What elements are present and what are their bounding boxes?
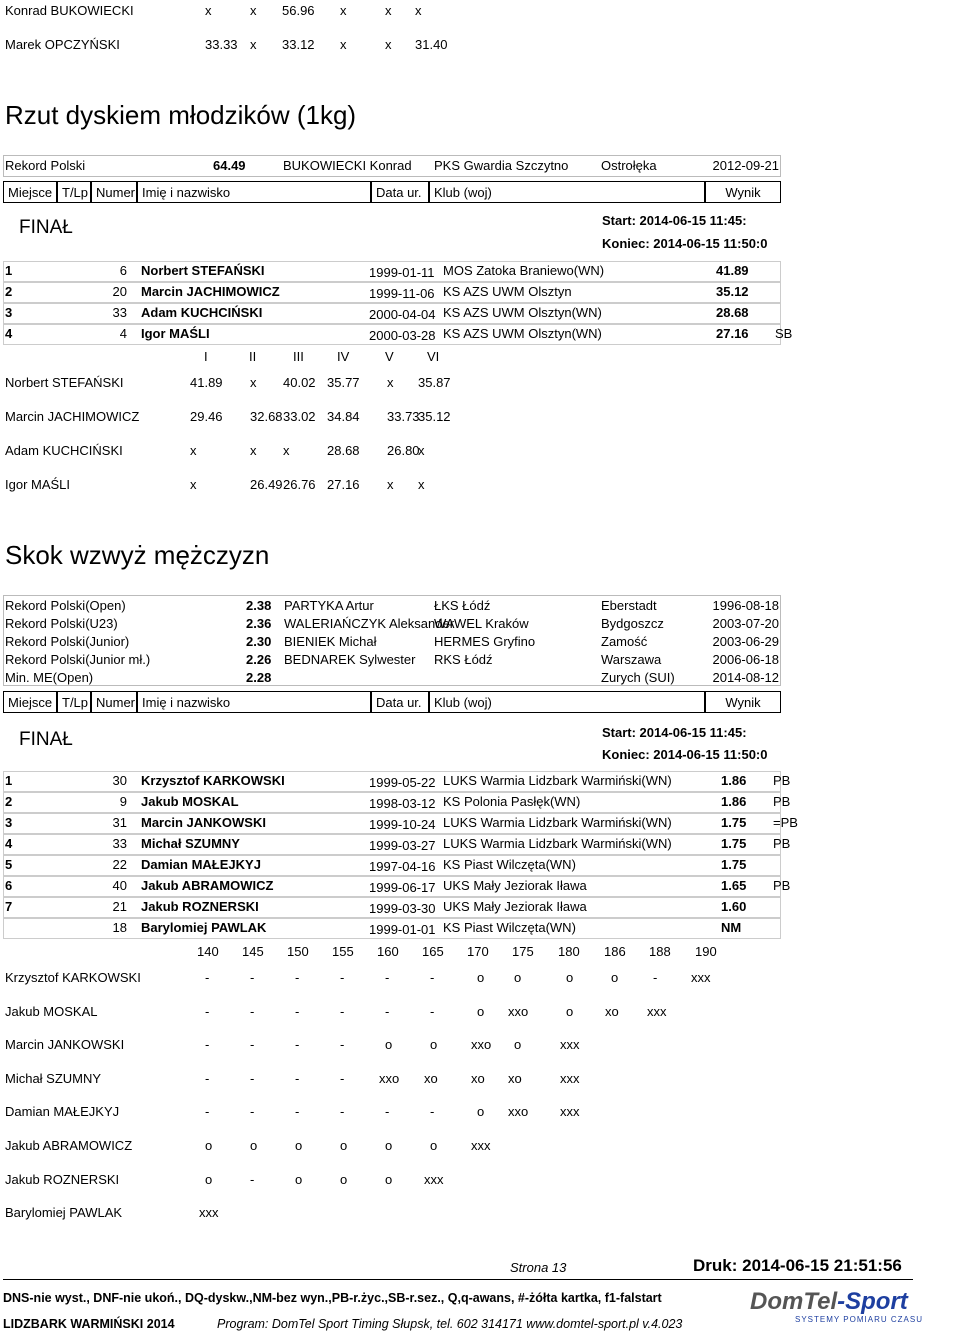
record-holder: WALERIAŃCZYK Aleksander: [284, 616, 455, 631]
series-attempt: o: [295, 1172, 303, 1187]
height-header: 186: [604, 944, 626, 959]
result-value: 1.86: [721, 794, 747, 809]
result-position: 6: [5, 878, 13, 893]
result-position: 7: [5, 899, 13, 914]
attempt-roman-header: VI: [427, 349, 440, 364]
series-attempt: -: [385, 1104, 390, 1119]
series-attempt: xxo: [471, 1037, 492, 1052]
result-club: LUKS Warmia Lidzbark Warmiński(WN): [443, 815, 672, 830]
series-attempt: -: [250, 1172, 255, 1187]
series-attempt: o: [430, 1037, 438, 1052]
result-value: 1.65: [721, 878, 747, 893]
final-label: FINAŁ: [19, 217, 73, 238]
city: LIDZBARK WARMIŃSKI 2014: [3, 1317, 175, 1331]
header-place: Miejsce: [3, 181, 57, 203]
header-tlp: T/Lp: [57, 691, 91, 713]
attempt-roman-header: V: [385, 349, 394, 364]
series-attempt: o: [477, 970, 485, 985]
record-holder: PARTYKA Artur: [284, 598, 374, 613]
result-value: 27.16: [716, 326, 749, 341]
prev-athlete-name: Konrad BUKOWIECKI: [5, 3, 134, 18]
height-header: 150: [287, 944, 309, 959]
series-attempt: -: [653, 970, 658, 985]
header-tlp: T/Lp: [57, 181, 91, 203]
result-number: 22: [112, 857, 127, 872]
logo-subtitle: SYSTEMY POMIARU CZASU: [795, 1315, 923, 1324]
series-attempt: -: [295, 1004, 300, 1019]
height-header: 140: [197, 944, 219, 959]
prev-attempt: x: [385, 37, 392, 52]
result-value: 1.86: [721, 773, 747, 788]
series-attempt: x: [190, 443, 197, 458]
record-label: Rekord Polski(Junior): [5, 634, 130, 649]
print-date: Druk: 2014-06-15 21:51:56: [693, 1256, 902, 1275]
header-result: Wynik: [705, 181, 781, 203]
result-name: Igor MAŚLI: [141, 326, 210, 341]
series-attempt: -: [205, 1071, 210, 1086]
result-dob: 1999-03-27: [369, 838, 436, 853]
record-label: Min. ME(Open): [5, 670, 94, 685]
series-athlete-name: Norbert STEFAŃSKI: [5, 375, 124, 390]
result-name: Jakub MOSKAL: [141, 794, 239, 809]
result-club: LUKS Warmia Lidzbark Warmiński(WN): [443, 836, 672, 851]
prev-attempt: x: [385, 3, 392, 18]
series-attempt: -: [340, 1104, 345, 1119]
series-attempt: -: [295, 1104, 300, 1119]
series-attempt: o: [514, 970, 522, 985]
series-attempt: 34.84: [327, 409, 360, 424]
series-attempt: -: [385, 1004, 390, 1019]
series-attempt: 40.02: [283, 375, 316, 390]
result-dob: 2000-04-04: [369, 307, 436, 322]
series-attempt: xxx: [199, 1205, 219, 1220]
series-attempt: x: [387, 477, 394, 492]
result-club: UKS Mały Jeziorak Iława: [443, 878, 587, 893]
result-value: 1.75: [721, 815, 747, 830]
series-attempt: x: [250, 443, 257, 458]
series-athlete-name: Barylomiej PAWLAK: [5, 1205, 123, 1220]
series-attempt: -: [250, 970, 255, 985]
result-note: PB: [773, 794, 791, 809]
discus-title: Rzut dyskiem młodzików (1kg): [5, 100, 357, 130]
series-attempt: -: [205, 970, 210, 985]
result-club: KS Piast Wilczęta(WN): [443, 920, 576, 935]
record-date: 2006-06-18: [712, 652, 779, 667]
prev-attempt: x: [205, 3, 212, 18]
result-value: 1.60: [721, 899, 747, 914]
result-name: Jakub ABRAMOWICZ: [141, 878, 274, 893]
result-club: KS Piast Wilczęta(WN): [443, 857, 576, 872]
result-note: SB: [775, 326, 793, 341]
series-athlete-name: Marcin JACHIMOWICZ: [5, 409, 140, 424]
record-date: 2012-09-21: [712, 158, 779, 173]
series-attempt: x: [418, 443, 425, 458]
series-attempt: x: [283, 443, 290, 458]
record-club: HERMES Gryfino: [434, 634, 536, 649]
record-place: Warszawa: [601, 652, 662, 667]
series-attempt: xxo: [508, 1004, 529, 1019]
series-attempt: xo: [605, 1004, 619, 1019]
result-number: 33: [112, 305, 127, 320]
series-attempt: o: [295, 1138, 303, 1153]
start-time: Start: 2014-06-15 11:45:: [602, 725, 747, 740]
result-dob: 1999-05-22: [369, 775, 436, 790]
record-value: 64.49: [213, 158, 246, 173]
result-note: PB: [773, 878, 791, 893]
logo-domtel-text: DomTel: [750, 1288, 838, 1315]
series-attempt: o: [477, 1004, 485, 1019]
end-time: Koniec: 2014-06-15 11:50:0: [602, 236, 768, 251]
result-name: Damian MAŁEJKYJ: [141, 857, 261, 872]
series-attempt: xxx: [647, 1004, 667, 1019]
series-attempt: o: [430, 1138, 438, 1153]
result-position: 1: [5, 263, 13, 278]
page-number: Strona 13: [510, 1260, 567, 1275]
series-attempt: 29.46: [190, 409, 223, 424]
series-attempt: -: [340, 1071, 345, 1086]
attempt-roman-header: II: [249, 349, 257, 364]
height-header: 145: [242, 944, 264, 959]
end-time: Koniec: 2014-06-15 11:50:0: [602, 747, 768, 762]
result-club: LUKS Warmia Lidzbark Warmiński(WN): [443, 773, 672, 788]
series-athlete-name: Jakub ROZNERSKI: [5, 1172, 120, 1187]
result-note: PB: [773, 773, 791, 788]
result-club: KS AZS UWM Olsztyn: [443, 284, 572, 299]
series-attempt: xxx: [560, 1104, 580, 1119]
record-place: Zurych (SUI): [601, 670, 675, 685]
series-attempt: -: [250, 1004, 255, 1019]
series-attempt: o: [385, 1037, 393, 1052]
series-attempt: o: [340, 1172, 348, 1187]
series-attempt: x: [387, 375, 394, 390]
attempt-roman-header: IV: [337, 349, 350, 364]
result-value: NM: [721, 920, 742, 935]
header-name: Imię i nazwisko: [137, 691, 371, 713]
record-club: PKS Gwardia Szczytno: [434, 158, 569, 173]
header-result: Wynik: [705, 691, 781, 713]
series-attempt: -: [250, 1037, 255, 1052]
series-attempt: 35.12: [418, 409, 451, 424]
header-dob: Data ur.: [371, 181, 429, 203]
series-attempt: x: [418, 477, 425, 492]
record-club: ŁKS Łódź: [434, 598, 491, 613]
legend: DNS-nie wyst., DNF-nie ukoń., DQ-dyskw.,NM-bez wyn.,PB-r.życ.,SB-r.sez., Q,q-awans, #-żółta kartka, f1-falstart: [3, 1291, 662, 1305]
record-club: RKS Łódź: [434, 652, 493, 667]
series-attempt: -: [340, 1037, 345, 1052]
program-info: Program: DomTel Sport Timing Słupsk, tel. 602 314171 www.domtel-sport.pl v.4.023: [217, 1317, 683, 1331]
series-attempt: xxx: [560, 1071, 580, 1086]
series-attempt: 35.87: [418, 375, 451, 390]
record-label: Rekord Polski(U23): [5, 616, 118, 631]
result-club: KS AZS UWM Olsztyn(WN): [443, 326, 602, 341]
prev-attempt: 31.40: [415, 37, 448, 52]
series-attempt: o: [514, 1037, 522, 1052]
series-attempt: -: [430, 970, 435, 985]
height-header: 155: [332, 944, 354, 959]
result-name: Barylomiej PAWLAK: [141, 920, 267, 935]
series-attempt: 33.02: [283, 409, 316, 424]
series-attempt: xxo: [379, 1071, 400, 1086]
record-value: 2.38: [246, 598, 272, 613]
record-place: Ostrołęka: [601, 158, 657, 173]
series-attempt: o: [340, 1138, 348, 1153]
record-holder: BEDNAREK Sylwester: [284, 652, 416, 667]
record-value: 2.30: [246, 634, 272, 649]
result-dob: 1999-06-17: [369, 880, 436, 895]
prev-attempt: 56.96: [282, 3, 315, 18]
result-club: MOS Zatoka Braniewo(WN): [443, 263, 605, 278]
result-position: 3: [5, 815, 13, 830]
series-attempt: xxx: [691, 970, 711, 985]
series-attempt: -: [430, 1004, 435, 1019]
record-label: Rekord Polski(Open): [5, 598, 126, 613]
record-value: 2.36: [246, 616, 272, 631]
series-attempt: 41.89: [190, 375, 223, 390]
series-attempt: o: [385, 1138, 393, 1153]
series-attempt: xxo: [508, 1104, 529, 1119]
record-label: Rekord Polski(Junior mł.): [5, 652, 151, 667]
result-number: 20: [112, 284, 127, 299]
attempt-roman-header: I: [204, 349, 208, 364]
result-club: KS AZS UWM Olsztyn(WN): [443, 305, 602, 320]
series-attempt: -: [205, 1037, 210, 1052]
record-place: Eberstadt: [601, 598, 657, 613]
result-number: 21: [112, 899, 127, 914]
result-number: 33: [112, 836, 127, 851]
result-position: 3: [5, 305, 13, 320]
footer-rule: [3, 1279, 913, 1280]
series-attempt: -: [430, 1104, 435, 1119]
result-dob: 1999-01-11: [369, 265, 435, 280]
record-date: 2003-07-20: [712, 616, 779, 631]
prev-attempt: x: [250, 3, 257, 18]
attempt-roman-header: III: [293, 349, 304, 364]
series-attempt: -: [250, 1071, 255, 1086]
series-athlete-name: Igor MAŚLI: [5, 477, 71, 492]
record-date: 2003-06-29: [712, 634, 779, 649]
series-attempt: o: [205, 1172, 213, 1187]
result-position: 1: [5, 773, 13, 788]
result-value: 28.68: [716, 305, 749, 320]
series-attempt: 27.16: [327, 477, 360, 492]
series-attempt: o: [205, 1138, 213, 1153]
result-number: 30: [112, 773, 127, 788]
height-header: 188: [649, 944, 671, 959]
result-note: =PB: [773, 815, 798, 830]
final-label: FINAŁ: [19, 729, 73, 750]
header-dob: Data ur.: [371, 691, 429, 713]
prev-athlete-name: Marek OPCZYŃSKI: [5, 37, 120, 52]
result-dob: 1999-11-06: [369, 286, 435, 301]
result-value: 1.75: [721, 857, 747, 872]
series-athlete-name: Krzysztof KARKOWSKI: [5, 970, 141, 985]
start-time: Start: 2014-06-15 11:45:: [602, 213, 747, 228]
logo-sport-text: -Sport: [837, 1288, 908, 1315]
height-header: 160: [377, 944, 399, 959]
result-position: 4: [5, 836, 13, 851]
result-position: 2: [5, 794, 13, 809]
series-athlete-name: Jakub ABRAMOWICZ: [5, 1138, 133, 1153]
record-holder: BIENIEK Michał: [284, 634, 377, 649]
result-name: Krzysztof KARKOWSKI: [141, 773, 285, 788]
prev-attempt: x: [415, 3, 422, 18]
series-attempt: o: [250, 1138, 258, 1153]
series-attempt: o: [385, 1172, 393, 1187]
header-name: Imię i nazwisko: [137, 181, 371, 203]
series-athlete-name: Marcin JANKOWSKI: [5, 1037, 125, 1052]
result-club: UKS Mały Jeziorak Iława: [443, 899, 587, 914]
series-athlete-name: Michał SZUMNY: [5, 1071, 102, 1086]
result-note: PB: [773, 836, 791, 851]
result-dob: 1999-10-24: [369, 817, 436, 832]
series-attempt: -: [295, 1071, 300, 1086]
result-dob: 1998-03-12: [369, 796, 436, 811]
result-dob: 2000-03-28: [369, 328, 436, 343]
series-attempt: xo: [471, 1071, 485, 1086]
result-value: 41.89: [716, 263, 749, 278]
result-dob: 1997-04-16: [369, 859, 436, 874]
series-attempt: 35.77: [327, 375, 360, 390]
height-header: 190: [695, 944, 717, 959]
height-header: 170: [467, 944, 489, 959]
series-attempt: 28.68: [327, 443, 360, 458]
series-attempt: x: [250, 375, 257, 390]
result-dob: 1999-01-01: [369, 922, 436, 937]
series-attempt: x: [190, 477, 197, 492]
result-name: Adam KUCHCIŃSKI: [141, 305, 263, 320]
series-attempt: xxx: [560, 1037, 580, 1052]
series-attempt: o: [566, 970, 574, 985]
record-date: 2014-08-12: [712, 670, 779, 685]
result-name: Jakub ROZNERSKI: [141, 899, 259, 914]
record-label: Rekord Polski: [5, 158, 86, 173]
result-value: 35.12: [716, 284, 749, 299]
result-dob: 1999-03-30: [369, 901, 436, 916]
height-header: 165: [422, 944, 444, 959]
series-attempt: xxx: [424, 1172, 444, 1187]
record-club: WAWEL Kraków: [434, 616, 529, 631]
header-club: Klub (woj): [429, 691, 705, 713]
series-attempt: 33.73: [387, 409, 420, 424]
result-number: 4: [119, 326, 127, 341]
result-name: Marcin JANKOWSKI: [141, 815, 266, 830]
series-attempt: xo: [508, 1071, 522, 1086]
result-number: 40: [112, 878, 127, 893]
prev-attempt: x: [340, 37, 347, 52]
record-place: Bydgoszcz: [601, 616, 664, 631]
series-attempt: o: [566, 1004, 574, 1019]
series-attempt: -: [340, 970, 345, 985]
series-attempt: -: [295, 970, 300, 985]
header-number: Numer: [91, 181, 137, 203]
header-place: Miejsce: [3, 691, 57, 713]
series-athlete-name: Jakub MOSKAL: [5, 1004, 98, 1019]
result-name: Norbert STEFAŃSKI: [141, 263, 265, 278]
prev-attempt: x: [340, 3, 347, 18]
result-name: Michał SZUMNY: [141, 836, 240, 851]
result-position: 4: [5, 326, 13, 341]
record-value: 2.28: [246, 670, 272, 685]
height-header: 175: [512, 944, 534, 959]
series-attempt: xo: [424, 1071, 438, 1086]
series-attempt: -: [295, 1037, 300, 1052]
prev-attempt: 33.33: [205, 37, 238, 52]
header-club: Klub (woj): [429, 181, 705, 203]
result-position: 2: [5, 284, 13, 299]
record-place: Zamość: [601, 634, 648, 649]
prev-attempt: 33.12: [282, 37, 315, 52]
result-position: 5: [5, 857, 13, 872]
result-number: 18: [112, 920, 127, 935]
height-header: 180: [558, 944, 580, 959]
domtel-logo: [750, 1288, 908, 1316]
result-value: 1.75: [721, 836, 747, 851]
series-attempt: -: [205, 1004, 210, 1019]
result-number: 31: [112, 815, 127, 830]
record-holder: BUKOWIECKI Konrad: [283, 158, 412, 173]
series-attempt: -: [385, 970, 390, 985]
record-date: 1996-08-18: [712, 598, 779, 613]
result-number: 9: [119, 794, 127, 809]
result-club: KS Polonia Pasłęk(WN): [443, 794, 581, 809]
series-attempt: -: [340, 1004, 345, 1019]
record-value: 2.26: [246, 652, 272, 667]
result-name: Marcin JACHIMOWICZ: [141, 284, 280, 299]
series-attempt: 26.76: [283, 477, 316, 492]
prev-attempt: x: [250, 37, 257, 52]
series-attempt: 32.68: [250, 409, 283, 424]
series-attempt: 26.80: [387, 443, 420, 458]
series-attempt: -: [205, 1104, 210, 1119]
series-attempt: o: [611, 970, 619, 985]
header-number: Numer: [91, 691, 137, 713]
series-attempt: xxx: [471, 1138, 491, 1153]
series-athlete-name: Damian MAŁEJKYJ: [5, 1104, 120, 1119]
series-attempt: -: [250, 1104, 255, 1119]
series-attempt: 26.49: [250, 477, 283, 492]
result-number: 6: [119, 263, 127, 278]
series-attempt: o: [477, 1104, 485, 1119]
highjump-title: Skok wzwyż mężczyzn: [5, 540, 270, 570]
series-athlete-name: Adam KUCHCIŃSKI: [5, 443, 123, 458]
